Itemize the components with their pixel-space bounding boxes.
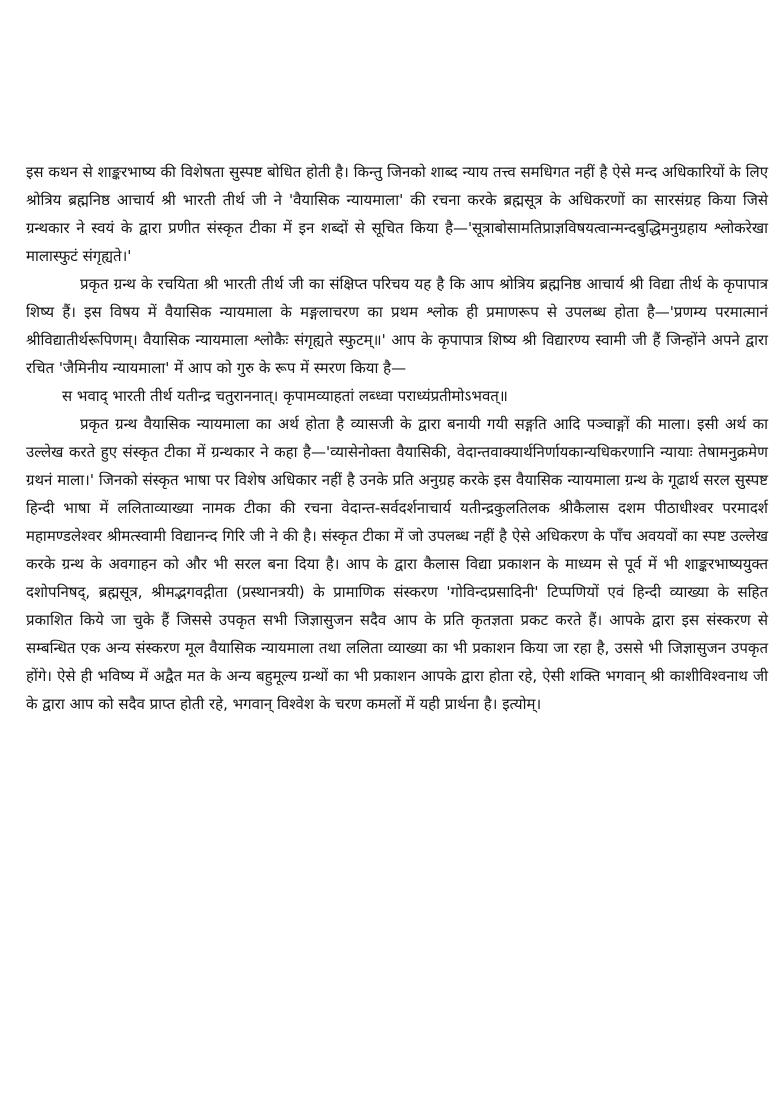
body-text <box>26 158 768 718</box>
paragraph-3: प्रकृत ग्रन्थ वैयासिक न्यायमाला का अर्थ होता है व्यासजी के द्वारा बनायी गयी सङ्गति आदि पञ्चाङ्गों की माला। इसी अर्थ का उल्लेख करते हुए संस्कृत टीका में ग्रन्थकार ने कहा है—'व्यासेनोक्ता वैयासिकी, वेदान्तवाक्यार्थनिर्णायकान्यधिकरणानि न्यायाः तेषामनुक्रमेण ग्रथनं माला।' जिनको संस्कृत भाषा पर विशेष अधिकार नहीं है उनके प्रति अनुग्रह करके इस वैयासिक न्यायमाला ग्रन्थ के गूढार्थ सरल सुस्पष्ट हिन्दी भाषा में ललिताव्याख्या नामक टीका की रचना वेदान्त-सर्वदर्शनाचार्य यतीन्द्रकुलतिलक श्रीकैलास दशम पीठाधीश्वर परमादर्श महामण्डलेश्वर श्रीमत्स्वामी विद्यानन्द गिरि जी ने की है। संस्कृत टीका में जो उपलब्ध नहीं है ऐसे अधिकरण के पाँच अवयवों का स्पष्ट उल्लेख करके ग्रन्थ के अवगाहन को और भी सरल बना दिया है। आप के द्वारा कैलास विद्या प्रकाशन के माध्यम से पूर्व में भी शाङ्करभाष्ययुक्त दशोपनिषद्, ब्रह्मसूत्र, श्रीमद्भगवद्गीता (प्रस्थानत्रयी) के प्रामाणिक संस्करण 'गोविन्दप्रसादिनी' टिप्पणियों एवं हिन्दी व्याख्या के सहित प्रकाशित किये जा चुके हैं जिससे उपकृत सभी जिज्ञासुजन सदैव आप के प्रति कृतज्ञता प्रकट करते हैं। आपके द्वारा इस संस्करण से सम्बन्धित एक अन्य संस्करण मूल वैयासिक न्यायमाला तथा ललिता व्याख्या का भी प्रकाशन किया जा रहा है, उससे भी जिज्ञासुजन उपकृत होंगे। ऐसे ही भविष्य में अद्वैत मत के अन्य बहुमूल्य ग्रन्थों का भी प्रकाशन आपके द्वारा होता रहे, ऐसी शक्ति भगवान् श्री काशीविश्वनाथ जी के द्वारा आप को सदैव प्राप्त होती रहे, भगवान् विश्वेश के चरण कमलों में यही प्रार्थना है। इत्योम्। <box>26 415 768 713</box>
verse-line: स भवाद् भारती तीर्थ यतीन्द्र चतुराननात्। कृपामव्याहतां लब्ध्वा पराध्यंप्रतीमोऽभवत्॥ <box>62 387 508 405</box>
paragraph-2: प्रकृत ग्रन्थ के रचयिता श्री भारती तीर्थ जी का संक्षिप्त परिचय यह है कि आप श्रोत्रिय ब्रह्मनिष्ठ आचार्य श्री विद्या तीर्थ के कृपापात्र शिष्य हैं। इस विषय में वैयासिक न्यायमाला के मङ्गलाचरण का प्रथम श्लोक ही प्रमाणरूप से उपलब्ध होता है—'प्रणम्य परमात्मानं श्रीविद्यातीर्थरूपिणम्। वैयासिक न्यायमाला श्लोकैः संगृह्यते स्फुटम्॥' आप के कृपापात्र शिष्य श्री विद्यारण्य स्वामी जी हैं जिन्होंने अपने द्वारा रचित 'जैमिनीय न्यायमाला' में आप को गुरु के रूप में स्मरण किया है— <box>26 275 768 377</box>
paragraph-1: इस कथन से शाङ्करभाष्य की विशेषता सुस्पष्ट बोधित होती है। किन्तु जिनको शाब्द न्याय तत्त्व समधिगत नहीं है ऐसे मन्द अधिकारियों के लिए श्रोत्रिय ब्रह्मनिष्ठ आचार्य श्री भारती तीर्थ जी ने 'वैयासिक न्यायमाला' की रचना करके ब्रह्मसूत्र के अधिकरणों का सारसंग्रह किया जिसे ग्रन्थकार ने स्वयं के द्वारा प्रणीत संस्कृत टीका में इन शब्दों से सूचित किया है—'सूत्राबोसामतिप्राज्ञविषयत्वान्मन्दबुद्धिमनुग्रहाय श्लोकरेखा मालास्फुटं संगृह्यते।' <box>26 163 768 265</box>
